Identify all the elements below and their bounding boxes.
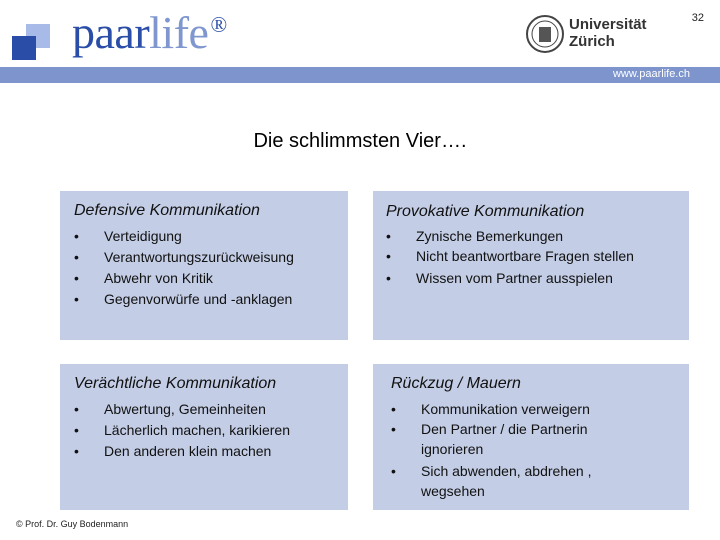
bullet-list: [386, 226, 656, 288]
list-item: • Verteidigung: [74, 228, 182, 244]
box-heading: Provokative Kommunikation: [386, 203, 585, 220]
slide-title: Die schlimmsten Vier….: [253, 130, 467, 152]
university-name: Universität Zürich: [569, 16, 647, 50]
list-item: • Wissen vom Partner ausspielen: [386, 270, 613, 286]
university-logo: [525, 14, 655, 56]
bullet-list: [74, 399, 344, 462]
list-item: • Lächerlich machen, karikieren: [74, 422, 290, 438]
box-provocative: [373, 191, 689, 340]
list-item: • Abwertung, Gemeinheiten: [74, 401, 266, 417]
box-heading: Verächtliche Kommunikation: [74, 375, 277, 392]
list-item: • Sich abwenden, abdrehen , wegsehen: [391, 463, 592, 499]
box-heading: Defensive Kommunikation: [74, 202, 260, 219]
header-banner: [0, 67, 720, 83]
copyright-footer: © Prof. Dr. Guy Bodenmann: [16, 519, 129, 529]
paarlife-logo: [12, 2, 272, 64]
list-item: • Gegenvorwürfe und -anklagen: [74, 291, 293, 307]
list-item: • Zynische Bemerkungen: [386, 228, 564, 244]
paarlife-wordmark: paarlife®: [72, 7, 227, 58]
list-item: • Abwehr von Kritik: [74, 270, 213, 286]
list-item: • Nicht beantwortbare Fragen stellen: [386, 248, 634, 264]
list-item: • Verantwortungszurückweisung: [74, 249, 294, 265]
bullet-list: [391, 399, 601, 501]
list-item: • Den Partner / die Partnerin ignorieren: [391, 421, 588, 457]
list-item: • Den anderen klein machen: [74, 443, 272, 459]
box-contemptuous: [60, 364, 348, 510]
bullet-list: [74, 226, 344, 310]
university-seal-icon: [525, 14, 565, 54]
list-item: • Kommunikation verweigern: [391, 401, 590, 417]
box-stonewalling: [373, 364, 689, 510]
website-url: www.paarlife.ch: [612, 68, 690, 80]
box-defensive: [60, 191, 348, 340]
box-heading: Rückzug / Mauern: [391, 375, 521, 392]
paarlife-logo-icon: [12, 24, 52, 64]
page-number: 32: [691, 12, 704, 24]
